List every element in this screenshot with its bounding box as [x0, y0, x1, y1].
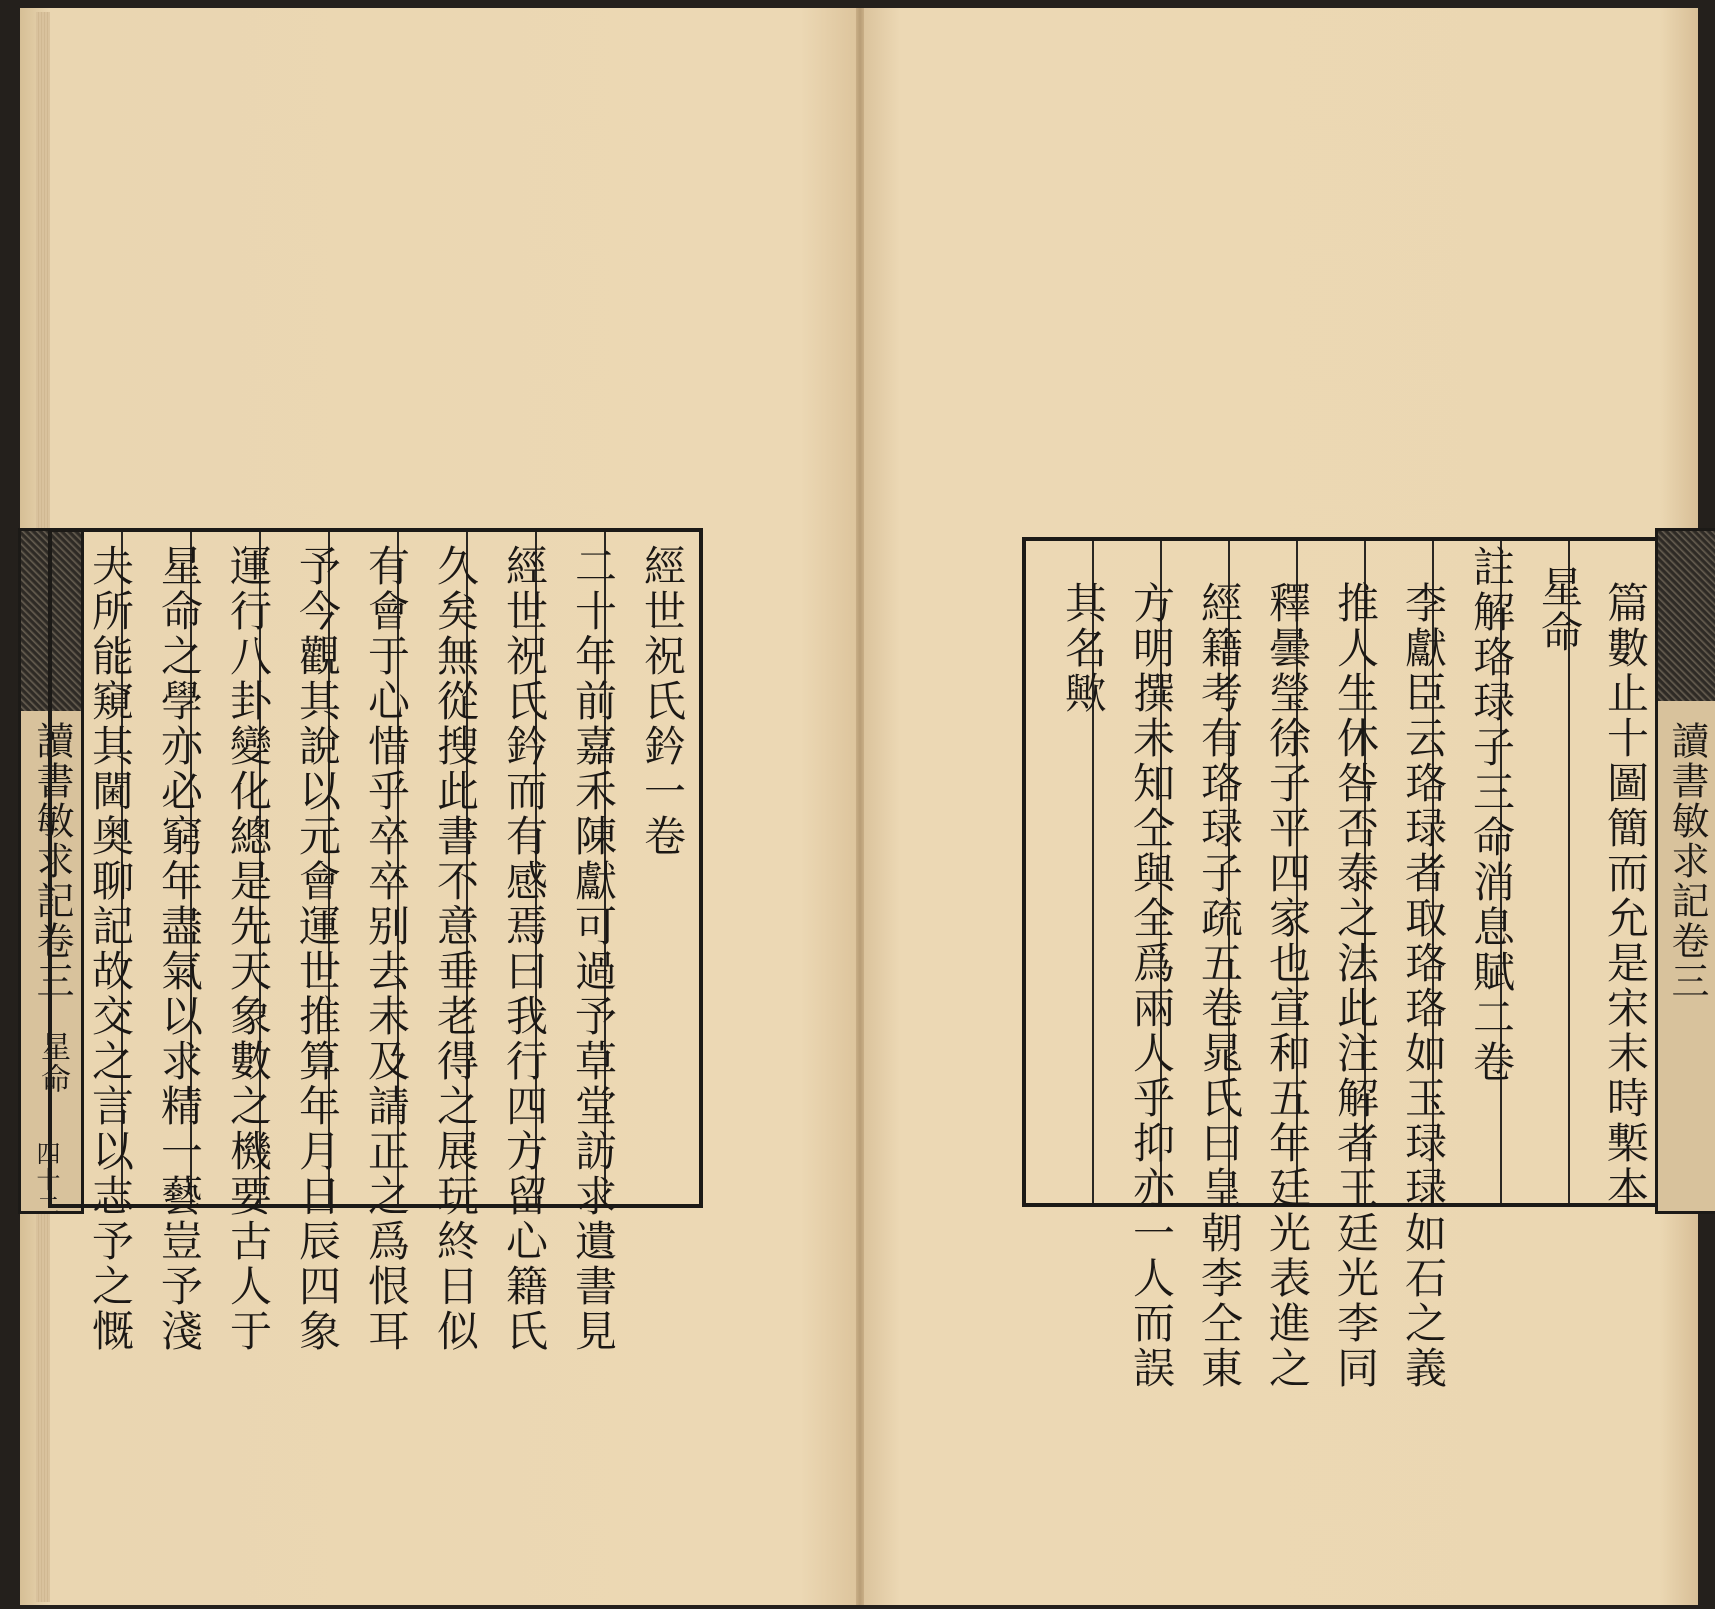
right-text-frame: [1022, 537, 1683, 1391]
column-text: 星命之學亦必窮年盡氣以求精一藝豈予淺: [155, 544, 204, 1354]
column-text: 經籍考有珞琭子疏五卷晁氏曰皇朝李仝東: [1195, 581, 1244, 1391]
column-text: 運行八卦變化總是先天象數之機要古人于: [224, 544, 273, 1354]
column-text: 釋曇瑩徐子平四家也宣和五年廷光表進之: [1263, 581, 1312, 1391]
column-text: 夫所能窺其閫奥聊記故交之言以志予之慨: [86, 544, 135, 1354]
right-banxin: [1655, 528, 1715, 1214]
column-text: 篇數止十圖簡而允是宋末時槧本: [1601, 581, 1650, 1211]
column-text: 予今觀其說以元會運世推算年月日辰四象: [293, 544, 342, 1354]
book-gutter: [856, 8, 864, 1605]
column-text: 推人生休咎否泰之法此注解者王廷光李同: [1331, 581, 1380, 1391]
column-text: 二十年前嘉禾陳獻可過予草堂訪求遺書見: [569, 544, 618, 1354]
column-text: 久矣無從搜此書不意垂老得之展玩終日似: [431, 544, 480, 1354]
column-text: 經世祝氏鈐而有感焉曰我行四方留心籍氏: [500, 544, 549, 1354]
column-text: 有會于心惜乎卒卒别去未及請正之爲恨耳: [362, 544, 411, 1354]
column-text: 其名歟: [1059, 581, 1108, 716]
column-text: 李獻臣云珞琭者取珞珞如玉琭琭如石之義: [1399, 581, 1448, 1391]
column-text: 星命: [1535, 565, 1584, 655]
banxin-section: 星命: [35, 1031, 70, 1095]
column-text: 方明撰未知仝與全爲兩人乎抑亦一人而誤: [1127, 581, 1176, 1391]
banxin-folio: 四十二: [32, 1141, 60, 1219]
column-text: 經世祝氏鈐一卷: [638, 544, 687, 859]
column-text: 註解珞琭子三命消息賦二卷: [1467, 545, 1516, 1085]
banxin-title: 讀書敏求記卷三: [30, 721, 74, 1001]
fish-tail-top: [1658, 531, 1715, 701]
banxin-title: 讀書敏求記卷三: [1665, 721, 1709, 1001]
left-text-frame: [48, 528, 703, 1354]
